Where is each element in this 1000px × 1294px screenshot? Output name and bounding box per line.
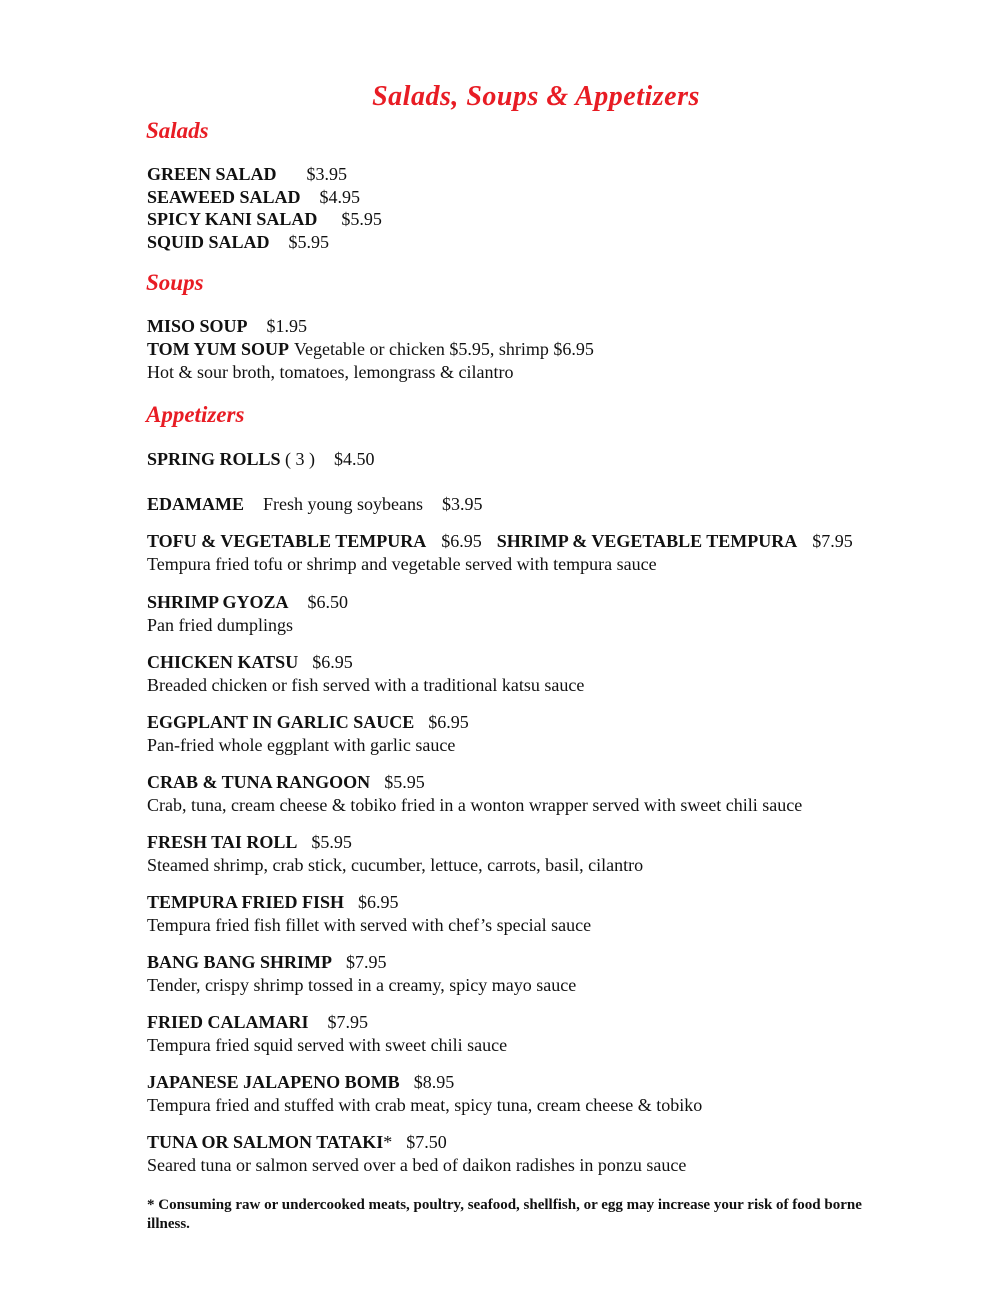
item-name: GREEN SALAD (147, 164, 277, 184)
menu-item (147, 315, 307, 338)
item-description: Tempura fried squid served with sweet chili sauce (147, 1035, 508, 1055)
item-description: Tempura fried tofu or shrimp and vegetable served with tempura sauce (147, 554, 657, 574)
item-description: Pan fried dumplings (147, 615, 293, 635)
menu-item (147, 711, 469, 734)
item-price: $1.95 (266, 316, 308, 336)
item-name: SQUID SALAD (147, 232, 270, 252)
menu-item (147, 530, 853, 553)
menu-item (147, 338, 594, 361)
item-name: CRAB & TUNA RANGOON (147, 772, 371, 792)
item-name: FRESH TAI ROLL (147, 832, 298, 852)
item-description: Tempura fried fish fillet with served with chef’s special sauce (147, 915, 592, 935)
item-description: Pan-fried whole eggplant with garlic sauce (147, 735, 456, 755)
item-name: FRIED CALAMARI (147, 1012, 309, 1032)
item-price: $7.95 (346, 952, 387, 972)
item-price: $4.50 (334, 449, 375, 469)
raw-warning-mark: * (383, 1132, 393, 1152)
item-name-secondary: SHRIMP & VEGETABLE TEMPURA (496, 531, 798, 551)
item-price: Vegetable or chicken $5.95, shrimp $6.95 (294, 339, 594, 359)
item-name: JAPANESE JALAPENO BOMB (147, 1072, 400, 1092)
item-description: Crab, tuna, cream cheese & tobiko fried in a wonton wrapper served with sweet chili sauce (147, 795, 803, 815)
item-price: $6.50 (307, 592, 349, 612)
item-name: TOFU & VEGETABLE TEMPURA (147, 531, 427, 551)
item-price: $7.50 (406, 1132, 447, 1152)
appetizers-heading: Appetizers (146, 402, 245, 427)
item-name: CHICKEN KATSU (147, 652, 299, 672)
item-price: $6.95 (312, 652, 353, 672)
item-name: BANG BANG SHRIMP (147, 952, 333, 972)
menu-item (147, 448, 375, 471)
item-description: Steamed shrimp, crab stick, cucumber, lettuce, carrots, basil, cilantro (147, 855, 644, 875)
item-name: TEMPURA FRIED FISH (147, 892, 345, 912)
salads-heading: Salads (146, 118, 209, 143)
item-price: $6.95 (441, 531, 482, 551)
menu-item (147, 208, 382, 231)
item-price: $6.95 (428, 712, 469, 732)
item-price: $5.95 (311, 832, 352, 852)
item-description: Tempura fried and stuffed with crab meat, spicy tuna, cream cheese & tobiko (147, 1095, 703, 1115)
item-price: $6.95 (358, 892, 399, 912)
menu-item (147, 186, 360, 209)
menu-item (147, 163, 347, 186)
item-name: SHRIMP GYOZA (147, 592, 289, 612)
menu-item (147, 951, 387, 974)
item-description: Breaded chicken or fish served with a traditional katsu sauce (147, 675, 585, 695)
item-price: $5.95 (288, 232, 330, 252)
item-price: $3.95 (442, 494, 483, 514)
item-price: $7.95 (327, 1012, 368, 1032)
item-detail: Fresh young soybeans (263, 494, 423, 514)
item-description: Hot & sour broth, tomatoes, lemongrass & cilantro (147, 362, 514, 382)
item-name: TOM YUM SOUP (147, 339, 289, 359)
menu-item (147, 591, 348, 614)
item-name: EGGPLANT IN GARLIC SAUCE (147, 712, 415, 732)
item-price: $8.95 (413, 1072, 455, 1092)
item-price: $4.95 (319, 187, 361, 207)
menu-item (147, 651, 353, 674)
menu-item (147, 1011, 368, 1034)
item-name: TUNA OR SALMON TATAKI (147, 1132, 384, 1152)
menu-item (147, 771, 425, 794)
food-safety-notice: * Consuming raw or undercooked meats, poultry, seafood, shellfish, or egg may increase your risk of food borne illness. (147, 1197, 862, 1232)
menu-item (147, 891, 399, 914)
item-quantity: ( 3 ) (285, 449, 316, 469)
menu-item (147, 1131, 447, 1154)
item-price-secondary: $7.95 (812, 531, 853, 551)
menu-item (147, 231, 329, 254)
item-name: MISO SOUP (147, 316, 248, 336)
item-name: EDAMAME (147, 494, 244, 514)
item-price: $5.95 (341, 209, 382, 229)
page-title: Salads, Soups & Appetizers (372, 80, 700, 112)
item-description: Seared tuna or salmon served over a bed of daikon radishes in ponzu sauce (147, 1155, 687, 1175)
soups-heading: Soups (146, 270, 204, 295)
menu-item (147, 493, 483, 516)
item-description: Tender, crispy shrimp tossed in a creamy, spicy mayo sauce (147, 975, 577, 995)
menu-item (147, 831, 352, 854)
item-name: SPICY KANI SALAD (147, 209, 318, 229)
menu-item (147, 1071, 454, 1094)
item-name: SPRING ROLLS (147, 449, 281, 469)
item-price: $3.95 (306, 164, 348, 184)
item-name: SEAWEED SALAD (147, 187, 301, 207)
item-price: $5.95 (384, 772, 425, 792)
